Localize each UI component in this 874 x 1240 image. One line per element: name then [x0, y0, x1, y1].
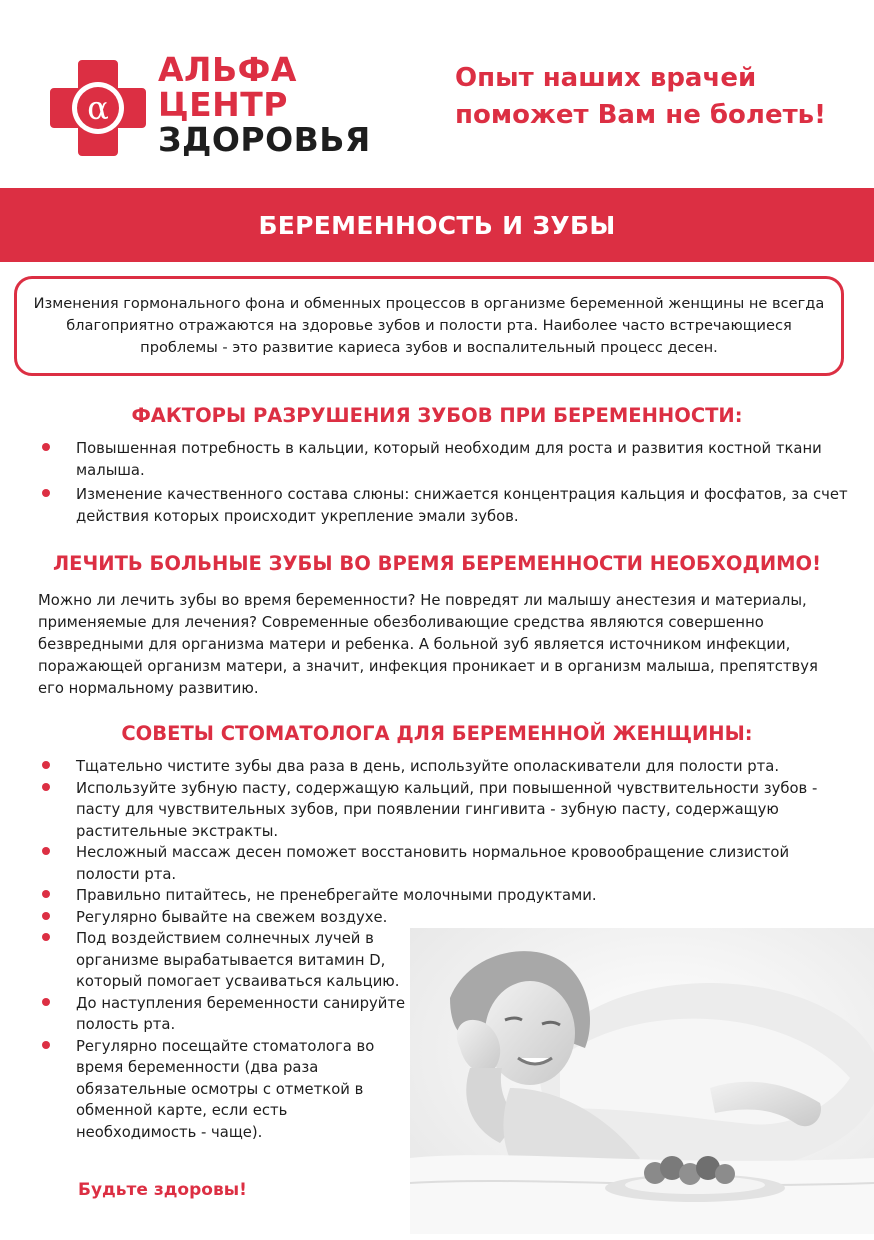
treatment-paragraph: Можно ли лечить зубы во время беременности? Не повредят ли малышу анестезия и материалы, применяемые для лечения? Современные обезболивающие средства являются совершенно безвредными для организма матери и ребенка. А больной зуб является источником инфекции, поражающей организм матери, а значит, инфекция проникает и в организм малыша, препятствуя его нормальному развитию. — [38, 592, 818, 697]
factors-list — [38, 438, 848, 530]
bullet-icon — [42, 783, 50, 791]
bullet-icon — [42, 489, 50, 497]
slogan — [455, 60, 865, 134]
logo-wordmark — [158, 52, 371, 157]
section-factors-heading: ФАКТОРЫ РАЗРУШЕНИЯ ЗУБОВ ПРИ БЕРЕМЕННОСТИ: — [131, 404, 743, 427]
list-item: Несложный массаж десен поможет восстановить нормальное кровообращение слизистой полости рта. — [38, 842, 838, 885]
bullet-icon — [42, 933, 50, 941]
medical-cross-logo-icon — [48, 58, 148, 158]
list-item: Регулярно посещайте стоматолога во время беременности (два раза обязательные осмотры с отметкой в обменной карте, если есть необходимость - чаще). — [38, 1036, 396, 1144]
bullet-icon — [42, 847, 50, 855]
list-item: Под воздействием солнечных лучей в организме вырабатывается витамин D, который помогает усваиваться кальцию. — [38, 928, 436, 993]
title-banner — [0, 188, 874, 262]
slogan-line-2: поможет Вам не болеть! — [455, 100, 826, 130]
bullet-icon — [42, 761, 50, 769]
logo-line-1: АЛЬФА — [158, 50, 297, 89]
bullet-icon — [42, 912, 50, 920]
list-item: Тщательно чистите зубы два раза в день, используйте ополаскиватели для полости рта. — [38, 756, 838, 778]
bullet-icon — [42, 890, 50, 898]
list-item: Регулярно бывайте на свежем воздухе. — [38, 907, 838, 929]
closing-text: Будьте здоровы! — [78, 1180, 247, 1200]
pregnant-woman-photo — [410, 928, 874, 1234]
bullet-icon — [42, 998, 50, 1006]
logo-line-3: ЗДОРОВЬЯ — [158, 120, 371, 159]
list-item: Правильно питайтесь, не пренебрегайте молочными продуктами. — [38, 885, 838, 907]
list-item: Повышенная потребность в кальции, который необходим для роста и развития костной ткани малыша. — [38, 438, 848, 481]
bullet-icon — [42, 443, 50, 451]
logo-line-2: ЦЕНТР — [158, 85, 288, 124]
bullet-icon — [42, 1041, 50, 1049]
section-treatment-heading: ЛЕЧИТЬ БОЛЬНЫЕ ЗУБЫ ВО ВРЕМЯ БЕРЕМЕННОСТИ НЕОБХОДИМО! — [52, 552, 822, 575]
list-item: Используйте зубную пасту, содержащую кальций, при повышенной чувствительности зубов - пасту для чувствительных зубов, при появлении гингивита - зубную пасту, содержащую растительные экстракты. — [38, 778, 838, 843]
page-title: БЕРЕМЕННОСТЬ И ЗУБЫ — [258, 210, 616, 240]
intro-text: Изменения гормонального фона и обменных процессов в организме беременной женщины не всегда благоприятно отражаются на здоровье зубов и полости рта. Наиболее часто встречающиеся проблемы - это развитие кариеса зубов и воспалительный процесс десен. — [33, 295, 825, 356]
list-item: Изменение качественного состава слюны: снижается концентрация кальция и фосфатов, за счет действия которых происходит укрепление эмали зубов. — [38, 484, 848, 527]
intro-box — [14, 276, 844, 376]
slogan-line-1: Опыт наших врачей — [455, 63, 757, 93]
list-item: До наступления беременности санируйте полость рта. — [38, 993, 436, 1036]
logo-alpha-symbol: α — [87, 89, 109, 127]
section-advice-heading: СОВЕТЫ СТОМАТОЛОГА ДЛЯ БЕРЕМЕННОЙ ЖЕНЩИНЫ: — [121, 722, 753, 745]
